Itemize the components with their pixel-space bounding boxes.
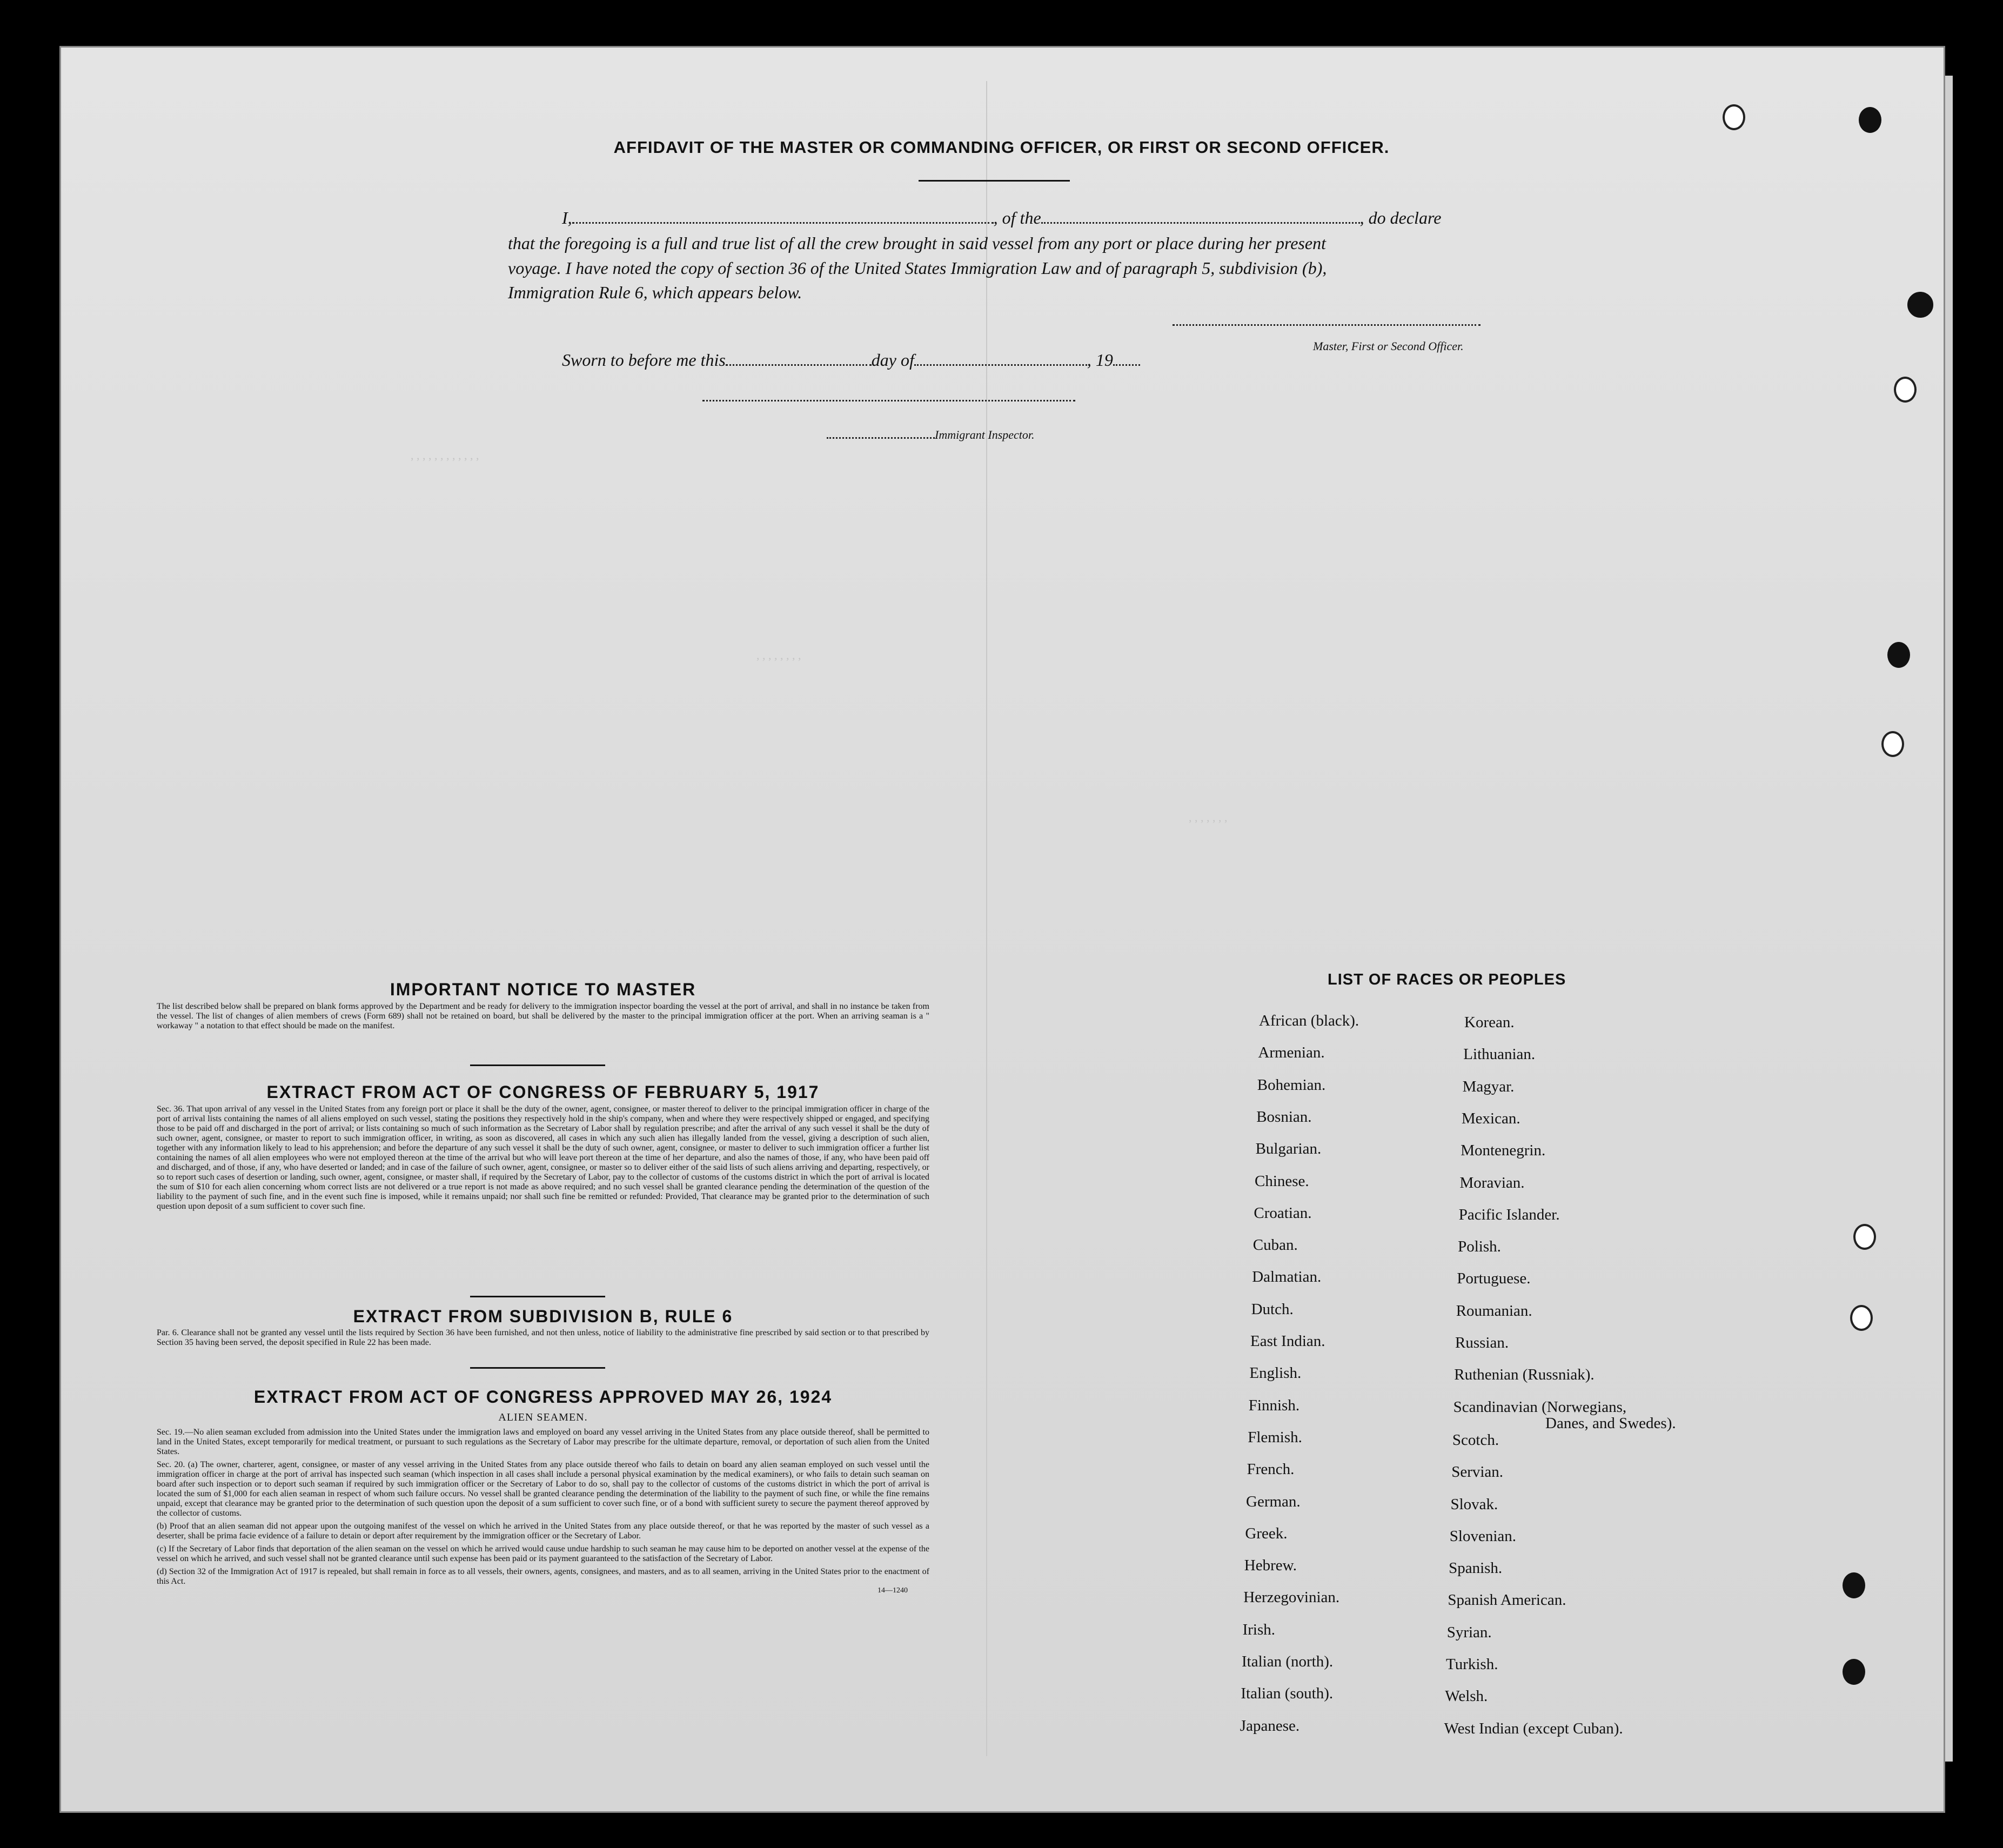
affidavit-title: AFFIDAVIT OF THE MASTER OR COMMANDING OFFICER, OR FIRST OR SECOND OFFICER. xyxy=(613,138,1390,157)
race-item: Bulgarian. xyxy=(1255,1140,1322,1158)
binder-hole xyxy=(1881,731,1904,757)
race-item: Bohemian. xyxy=(1257,1076,1326,1094)
title-underline xyxy=(919,180,1070,182)
race-item: Scandinavian (Norwegians, xyxy=(1453,1398,1627,1416)
race-item: Irish. xyxy=(1242,1621,1276,1638)
sec20a-paragraph: Sec. 20. (a) The owner, charterer, agent, consignee, or master of any vessel arriving in the United States from any place outside thereof who fails to detain on board any alien seaman employed on such vessel until the immigration officer in charge at the port of arrival has inspected such seaman (which inspection in all cases shall include a personal physical examination by the medical examiners), or who fails to detain such seaman on board after such inspection or to deport such seaman if required by such immigration officer or the Secretary of Labor to do so, shall pay to the collector of customs of the customs district in which the port of arrival is located the sum of $1,000 for each alien seaman in respect of whom such failure occurs. No vessel shall be granted clearance pending the determination of the liability to the payment of such fine, or while the fine remains unpaid, except that clearance may be granted prior to the determination of such question upon the deposit of a sum sufficient to cover such fine, or of a bond with sufficient surety to secure the payment thereof approved by the collector of customs. xyxy=(157,1460,929,1518)
sec20b-paragraph: (b) Proof that an alien seaman did not appear upon the outgoing manifest of the vessel on which he arrived in the United States from any place outside thereof, or that he was reported by the master of such vessel as a deserter, shall be prima facie evidence of a failure to detain or deport after requirement by the immigration officer or the Secretary of Labor. xyxy=(157,1522,929,1541)
race-item: Dalmatian. xyxy=(1252,1268,1322,1286)
race-item: Roumanian. xyxy=(1456,1302,1532,1320)
race-item: Flemish. xyxy=(1248,1428,1302,1446)
extract-1917-body: Sec. 36. That upon arrival of any vessel in the United States from any foreign port or place it shall be the duty of the owner, agent, consignee, or master thereof to deliver to the principal immigration officer in charge of the port of arrival lists containing the names of all aliens employed on such vessel, stating the positions they respectively hold in the ship's company, when and where they were respectively shipped or engaged, and specifying those to be paid off and discharged in the port of arrival; or lists containing so much of such information as the Secretary of Labor shall by regulation prescribe; and after the arrival of any such vessel it shall be the duty of such owner, agent, consignee, or master to report to such immigration officer, in writing, as soon as discovered, all cases in which any such alien has illegally landed from the vessel, giving a description of such alien, together with any information likely to lead to his apprehension; and before the departure of any such vessel it shall be the duty of such owner, agent, consignee, or master to deliver to such immigration officer a further list containing the names of all alien employees who were not employed thereon at the time of the arrival but who will leave port thereon at the time of her departure, and also the names of those, if any, who have been paid off and discharged, and of those, if any, who have deserted or landed; and in case of the failure of such owner, agent, consignee, or master so to deliver either of the said lists of such aliens arriving and departing, respectively, or so to report such cases of desertion or landing, such owner, agent, consignee, or master shall, if required by the Secretary of Labor, pay to the collector of customs of the customs district in which the port of arrival is located the sum of $10 for each alien concerning whom correct lists are not delivered or a true report is not made as above required; and no such vessel shall be granted clearance pending the determination of the question of the liability to the payment of such fine, and in the event such fine is imposed, while it remains unpaid; nor shall such fine be remitted or refunded: Provided, That clearance may be granted prior to the determination of such question upon deposit of a sum sufficient to cover such fine. xyxy=(157,1104,929,1211)
year-label: , 19 xyxy=(1087,350,1113,370)
notice-body: The list described below shall be prepared on blank forms approved by the Department and be ready for delivery to the immigration inspector boarding the vessel at the port of arrival, and shall in no instance be taken from the vessel. The list of changes of alien members of crews (Form 689) shall not be retained on board, but shall be delivered by the master to the principal immigration officer at the port. When an arriving seaman is a " workaway " a notation to that effect should be made on the manifest. xyxy=(157,1002,929,1030)
inspector-signature-blank[interactable] xyxy=(702,400,1075,401)
race-item: Slovak. xyxy=(1450,1495,1498,1513)
affidavit-line1 xyxy=(562,208,1518,228)
section-divider xyxy=(470,1296,605,1297)
race-item: Slovenian. xyxy=(1449,1527,1517,1545)
race-item: Russian. xyxy=(1455,1334,1509,1351)
race-item: English. xyxy=(1249,1364,1302,1382)
binder-hole xyxy=(1850,1305,1873,1331)
race-item: Spanish. xyxy=(1449,1559,1503,1577)
rule6-heading: EXTRACT FROM SUBDIVISION B, RULE 6 xyxy=(353,1307,733,1326)
race-item: Chinese. xyxy=(1255,1172,1309,1190)
race-item: German. xyxy=(1246,1492,1301,1510)
notice-heading: IMPORTANT NOTICE TO MASTER xyxy=(390,980,696,999)
race-item: Moravian. xyxy=(1459,1174,1525,1191)
alien-seamen-subheading: ALIEN SEAMEN. xyxy=(498,1411,588,1423)
sworn-line xyxy=(562,350,1140,370)
race-item: East Indian. xyxy=(1250,1333,1325,1350)
vessel-name-blank[interactable] xyxy=(1041,217,1360,224)
race-item: Polish. xyxy=(1458,1238,1501,1256)
sworn-label: Sworn to before me this xyxy=(562,350,726,370)
race-item: Servian. xyxy=(1451,1463,1504,1481)
race-item: Italian (south). xyxy=(1241,1685,1334,1703)
declarant-label: I, xyxy=(562,208,572,227)
signature-label: Master, First or Second Officer. xyxy=(1313,339,1464,353)
affidavit-line4: Immigration Rule 6, which appears below. xyxy=(508,283,802,302)
race-item: Portuguese. xyxy=(1457,1270,1531,1288)
sec19-paragraph: Sec. 19.—No alien seaman excluded from admission into the United States under the immigration laws and employed on board any vessel arriving in the United States from any place outside thereof, shall be permitted to land in the United States, except temporarily for medical treatment, or pursuant to such regulations as the Secretary of Labor may prescribe for the ultimate departure, removal, or deportation of such alien from the United States. xyxy=(157,1428,929,1456)
race-item: Montenegrin. xyxy=(1461,1142,1546,1160)
bleed-through-mark: , , , , , , , xyxy=(1189,811,1228,824)
inspector-label-text: Immigrant Inspector. xyxy=(935,428,1035,441)
rule6-body: Par. 6. Clearance shall not be granted any vessel until the lists required by Section 36 have been furnished, and not then unless, notice of liability to the administrative fine prescribed by said section or to that prescribed by Section 35 having been served, the deposit specified in Rule 22 has been made. xyxy=(157,1328,929,1347)
center-fold xyxy=(986,81,987,1756)
of-the-label: , of the xyxy=(993,208,1041,227)
declarant-name-blank[interactable] xyxy=(572,217,994,224)
race-item: Magyar. xyxy=(1462,1077,1515,1095)
binder-hole xyxy=(1859,107,1881,133)
race-item: Turkish. xyxy=(1446,1656,1498,1673)
race-item: African (black). xyxy=(1259,1012,1359,1029)
race-item: Bosnian. xyxy=(1256,1108,1312,1126)
race-item: Ruthenian (Russniak). xyxy=(1454,1366,1595,1384)
race-item: Cuban. xyxy=(1252,1236,1298,1254)
sworn-month-blank[interactable] xyxy=(914,359,1087,366)
race-item: Mexican. xyxy=(1461,1109,1520,1127)
binder-hole xyxy=(1887,642,1910,668)
extract-1917-heading: EXTRACT FROM ACT OF CONGRESS OF FEBRUARY 5, 1917 xyxy=(266,1082,820,1102)
race-item: Armenian. xyxy=(1258,1044,1325,1062)
race-item: Japanese. xyxy=(1240,1717,1300,1735)
binder-hole xyxy=(1723,104,1745,130)
binder-hole xyxy=(1907,292,1933,318)
affidavit-line2: that the foregoing is a full and true list of all the crew brought in said vessel from any port or place during her present xyxy=(508,233,1326,253)
section-divider xyxy=(470,1064,605,1066)
binder-hole xyxy=(1843,1659,1865,1685)
binder-hole xyxy=(1894,377,1917,403)
day-of-label: day of xyxy=(871,350,914,370)
section-divider xyxy=(470,1367,605,1369)
race-item: West Indian (except Cuban). xyxy=(1444,1719,1623,1737)
race-item-continuation: Danes, and Swedes). xyxy=(1545,1415,1676,1432)
sworn-date-blank[interactable] xyxy=(726,359,872,366)
race-item: Welsh. xyxy=(1445,1688,1488,1705)
affidavit-line3: voyage. I have noted the copy of section 36 of the United States Immigration Law and of paragraph 5, subdivision (b), xyxy=(508,258,1327,278)
bleed-through-mark: , , , , , , , , , , , , xyxy=(411,448,479,462)
declare-label: , do declare xyxy=(1359,208,1442,227)
race-item: Croatian. xyxy=(1254,1204,1312,1222)
race-item: Greek. xyxy=(1245,1524,1288,1542)
race-item: Dutch. xyxy=(1251,1300,1294,1318)
race-item: Hebrew. xyxy=(1244,1557,1297,1575)
sec20d-paragraph: (d) Section 32 of the Immigration Act of 1917 is repealed, but shall remain in force as to all vessels, their owners, agents, consignees, and masters, and as to all seamen, arriving in the United States prior to the enactment of this Act. xyxy=(157,1567,929,1586)
race-item: Korean. xyxy=(1464,1014,1515,1031)
signature-blank[interactable] xyxy=(1173,324,1481,326)
race-item: Scotch. xyxy=(1452,1431,1499,1449)
sec20c-paragraph: (c) If the Secretary of Labor finds that deportation of the alien seaman on the vessel on which he arrived would cause undue hardship to such seaman he may cause him to be deported on another vessel at the expense of the vessel on which he arrived, and such vessel shall not be granted clearance until such expense has been paid or its payment guaranteed to the satisfaction of the Secretary of Labor. xyxy=(157,1544,929,1563)
races-heading: LIST OF RACES OR PEOPLES xyxy=(1328,971,1566,988)
race-item: Herzegovinian. xyxy=(1243,1589,1340,1606)
binder-hole xyxy=(1853,1224,1876,1250)
race-item: Finnish. xyxy=(1248,1396,1300,1414)
binder-hole xyxy=(1843,1572,1865,1598)
race-item: Lithuanian. xyxy=(1463,1046,1536,1063)
extract-1924-body xyxy=(157,1428,929,1595)
race-item: Italian (north). xyxy=(1242,1653,1334,1670)
inspector-label xyxy=(827,428,1035,442)
race-item: Spanish American. xyxy=(1448,1591,1566,1609)
race-item: Syrian. xyxy=(1446,1623,1492,1641)
extract-1924-heading: EXTRACT FROM ACT OF CONGRESS APPROVED MAY 26, 1924 xyxy=(253,1387,833,1407)
form-number: 14—1240 xyxy=(877,1586,908,1595)
bleed-through-mark: , , , , , , , , xyxy=(756,648,801,662)
race-item: French. xyxy=(1247,1461,1295,1478)
sworn-year-blank[interactable] xyxy=(1113,359,1140,366)
race-item: Pacific Islander. xyxy=(1458,1206,1560,1223)
